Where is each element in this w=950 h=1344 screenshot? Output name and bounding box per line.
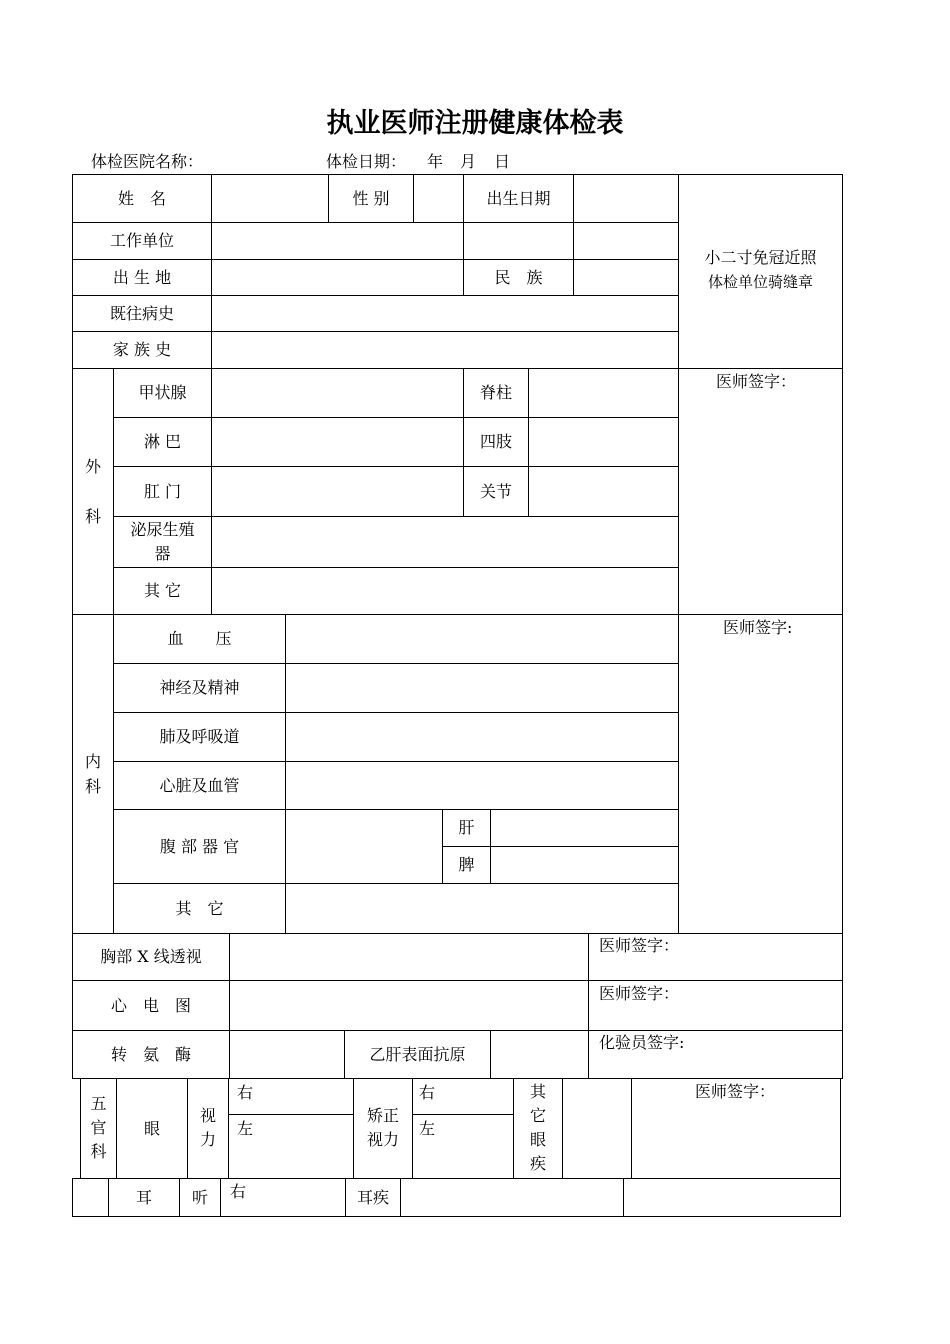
exam-date-label: 体检日期：: [326, 152, 407, 171]
work-unit-field[interactable]: [212, 223, 463, 259]
ear-disease-field[interactable]: [401, 1179, 623, 1216]
other-eye-disease-label: [514, 1080, 562, 1176]
ear-label: 耳: [135, 1187, 152, 1207]
other-eye-char-4: 疾: [529, 1154, 546, 1173]
spine-field[interactable]: [529, 369, 678, 417]
photo-area: [679, 240, 842, 300]
work-unit-label: 工作单位: [109, 231, 174, 250]
surgery-char-1: 外: [84, 457, 101, 476]
ecg-field[interactable]: [230, 981, 588, 1030]
thyroid-field[interactable]: [212, 369, 463, 417]
ent-char-3: 科: [90, 1142, 107, 1161]
vision-right-label: 右: [237, 1083, 254, 1102]
month-label: 月: [460, 152, 477, 171]
ethnicity-field[interactable]: [574, 260, 678, 295]
gender-field[interactable]: [414, 175, 463, 222]
spine-label: 脊柱: [479, 383, 512, 402]
joints-field[interactable]: [529, 467, 678, 516]
surgery-other-label: 其 它: [143, 581, 182, 600]
blood-pressure-field[interactable]: [286, 615, 678, 663]
day-label: 日: [494, 152, 511, 171]
hbsag-label: 乙肝表面抗原: [369, 1044, 466, 1064]
internal-char-1: 内: [84, 752, 101, 771]
hbsag-field[interactable]: [491, 1031, 588, 1078]
thyroid-label: 甲状腺: [138, 383, 187, 402]
vision-label: [188, 1104, 228, 1152]
xray-field[interactable]: [230, 934, 588, 980]
family-history-label: 家 族 史: [112, 340, 172, 359]
liver-label: 肝: [458, 818, 475, 837]
birthplace-label: 出 生 地: [112, 267, 172, 287]
family-history-field[interactable]: [212, 332, 678, 368]
lymph-field[interactable]: [212, 418, 463, 466]
ent-section-label: [81, 1092, 116, 1164]
hospital-name-label: 体检医院名称：: [91, 152, 204, 171]
urogenital-label-line1: 泌尿生殖: [130, 520, 195, 539]
surgery-char-2: 科: [84, 507, 101, 526]
blood-pressure-label: 血 压: [167, 629, 232, 648]
ecg-doctor-sign: 医师签字：: [599, 984, 680, 1003]
other-eye-disease-field[interactable]: [563, 1079, 631, 1178]
alt-label: 转 氨 酶: [110, 1044, 191, 1064]
birth-date-label: 出生日期: [486, 188, 551, 208]
liver-field[interactable]: [491, 810, 678, 846]
eye-label: 眼: [143, 1118, 160, 1138]
other-eye-char-1: 其: [529, 1082, 546, 1101]
limbs-field[interactable]: [529, 418, 678, 466]
internal-other-field[interactable]: [286, 884, 678, 933]
nerve-label: 神经及精神: [159, 678, 240, 697]
anus-label: 肛 门: [143, 481, 182, 501]
hearing-right-label: 右: [230, 1182, 247, 1201]
surgery-doctor-sign: 医师签字：: [716, 372, 797, 391]
corrected-vision-label: [354, 1104, 412, 1152]
vision-char-1: 视: [199, 1106, 216, 1125]
past-history-field[interactable]: [212, 296, 678, 331]
past-history-label: 既往病史: [109, 303, 174, 323]
urogenital-label-line2: 器: [154, 544, 171, 563]
urogenital-label: [114, 517, 211, 567]
lymph-label: 淋 巴: [143, 432, 182, 451]
corrected-vision-line1: 矫正: [366, 1106, 399, 1125]
corrected-left-label: 左: [419, 1119, 436, 1138]
vision-left-label: 左: [237, 1119, 254, 1138]
other-eye-char-3: 眼: [529, 1130, 546, 1149]
internal-doctor-sign: 医师签字:: [723, 618, 793, 637]
abdomen-field[interactable]: [286, 810, 442, 883]
ent-char-1: 五: [90, 1094, 107, 1113]
photo-label: 小二寸免冠近照: [704, 248, 817, 267]
year-label: 年: [427, 152, 444, 171]
name-field[interactable]: [212, 175, 328, 222]
lung-label: 肺及呼吸道: [159, 727, 240, 746]
name-label: 姓 名: [117, 188, 166, 208]
internal-char-2: 科: [84, 777, 101, 796]
ear-disease-label: 耳疾: [356, 1187, 389, 1207]
birth-date-field[interactable]: [574, 175, 678, 222]
ent-doctor-sign: 医师签字：: [695, 1082, 776, 1101]
seal-label: 体检单位骑缝章: [707, 273, 813, 291]
lung-field[interactable]: [286, 713, 678, 761]
form-title: 执业医师注册健康体检表: [326, 108, 624, 139]
xray-label: 胸部 X 线透视: [100, 947, 202, 966]
ent-char-2: 官: [90, 1118, 107, 1137]
internal-other-label: 其 它: [175, 898, 224, 918]
gender-label: 性 别: [352, 188, 390, 208]
heart-field[interactable]: [286, 762, 678, 809]
limbs-label: 四肢: [479, 432, 512, 451]
birthplace-field[interactable]: [212, 260, 463, 295]
vision-char-2: 力: [199, 1130, 216, 1149]
joints-label: 关节: [479, 481, 512, 501]
urogenital-field[interactable]: [212, 517, 678, 567]
abdomen-label: 腹 部 器 官: [159, 836, 240, 856]
spleen-field[interactable]: [491, 847, 678, 883]
ecg-label: 心 电 图: [110, 995, 191, 1015]
corrected-vision-line2: 视力: [366, 1130, 399, 1149]
xray-doctor-sign: 医师签字：: [599, 936, 680, 955]
ethnicity-label: 民 族: [494, 267, 543, 287]
heart-label: 心脏及血管: [159, 775, 240, 795]
anus-field[interactable]: [212, 467, 463, 516]
corrected-right-label: 右: [419, 1083, 436, 1102]
surgery-other-field[interactable]: [212, 568, 678, 614]
other-eye-char-2: 它: [529, 1106, 546, 1125]
lab-sign: 化验员签字:: [599, 1033, 685, 1052]
hearing-label: 听: [191, 1187, 208, 1207]
alt-field[interactable]: [230, 1031, 344, 1078]
nerve-field[interactable]: [286, 664, 678, 712]
spleen-label: 脾: [458, 855, 475, 874]
